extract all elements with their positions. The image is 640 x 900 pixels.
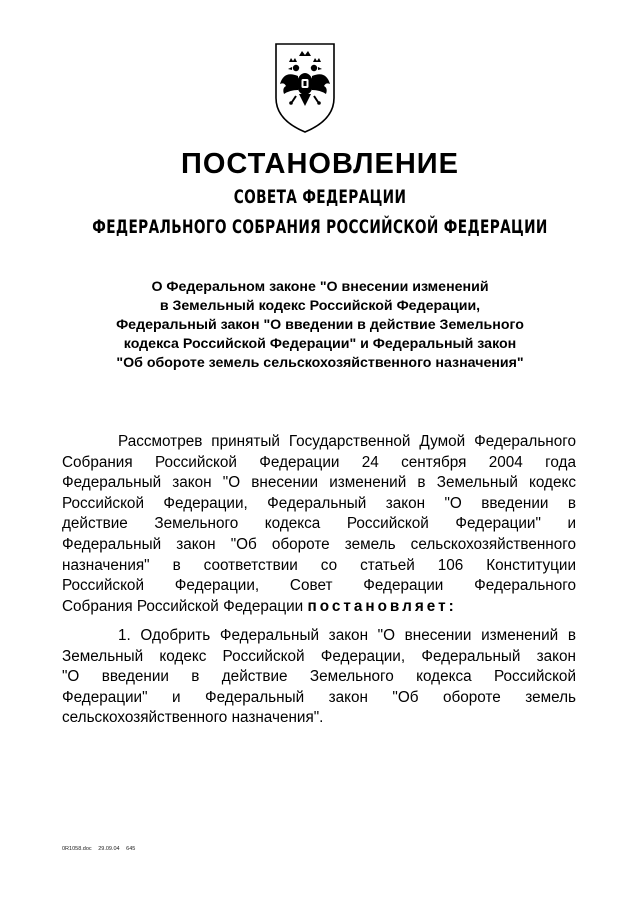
footer-number: 645: [126, 846, 136, 852]
paragraph-line: Федерации" и Федеральный закон "Об обороте земель: [62, 688, 576, 706]
paragraph-line: Земельный кодекс Российской Федерации, Федеральный закон: [62, 647, 576, 665]
heading-line: О Федеральном законе "О внесении изменений: [151, 279, 489, 295]
heading-line: Федеральный закон "О введении в действие Земельного: [116, 317, 524, 333]
paragraph-line: Российской Федерации, Совет Федерации Федерального: [62, 577, 576, 595]
issuer-line-1: СОВЕТА ФЕДЕРАЦИИ: [233, 186, 407, 208]
document-footer: [62, 846, 140, 852]
paragraph-line: Российской Федерации, Федеральный закон "О введении в: [62, 494, 576, 512]
paragraph-last-line: [62, 597, 576, 618]
heading-line: в Земельный кодекс Российской Федерации,: [159, 298, 481, 314]
document-title: ПОСТАНОВЛЕНИЕ: [181, 148, 459, 180]
footer-date: 29.09.04: [98, 846, 120, 852]
heading-line: кодекса Российской Федерации" и Федеральный закон: [123, 336, 517, 352]
paragraph-line: Рассмотрев принятый Государственной Думой Федерального: [118, 433, 576, 450]
paragraph-line: действие Земельного кодекса Российской Федерации" и: [62, 515, 576, 533]
footer-filename: 0R1058.doc: [62, 846, 92, 852]
paragraph-preamble: [62, 432, 576, 617]
paragraph-line: сельскохозяйственного назначения".: [62, 709, 324, 727]
paragraph-line: Собрания Российской Федерации: [62, 597, 304, 615]
resolution-keyword: постановляет:: [307, 597, 457, 615]
paragraph-line: Федеральный закон "Об обороте земель сельскохозяйственного: [62, 535, 576, 553]
paragraph-line: назначения" в соответствии со статьей 106 Конституции: [62, 556, 576, 574]
paragraph-line: "О введении в действие Земельного кодекса Российской: [62, 668, 576, 686]
paragraph-line: 1. Одобрить Федеральный закон "О внесении изменений в: [118, 627, 576, 644]
document-subject-heading: [70, 278, 570, 373]
paragraph-line: Собрания Российской Федерации 24 сентября 2004 года: [62, 453, 576, 471]
paragraph-item-1: [62, 626, 576, 729]
issuer-line-2: ФЕДЕРАЛЬНОГО СОБРАНИЯ РОССИЙСКОЙ ФЕДЕРАЦИИ: [92, 216, 548, 238]
heading-line: "Об обороте земель сельскохозяйственного назначения": [116, 355, 524, 371]
coat-of-arms-emblem: [272, 40, 338, 136]
paragraph-line: Федеральный закон "О внесении изменений в Земельный кодекс: [62, 474, 576, 492]
